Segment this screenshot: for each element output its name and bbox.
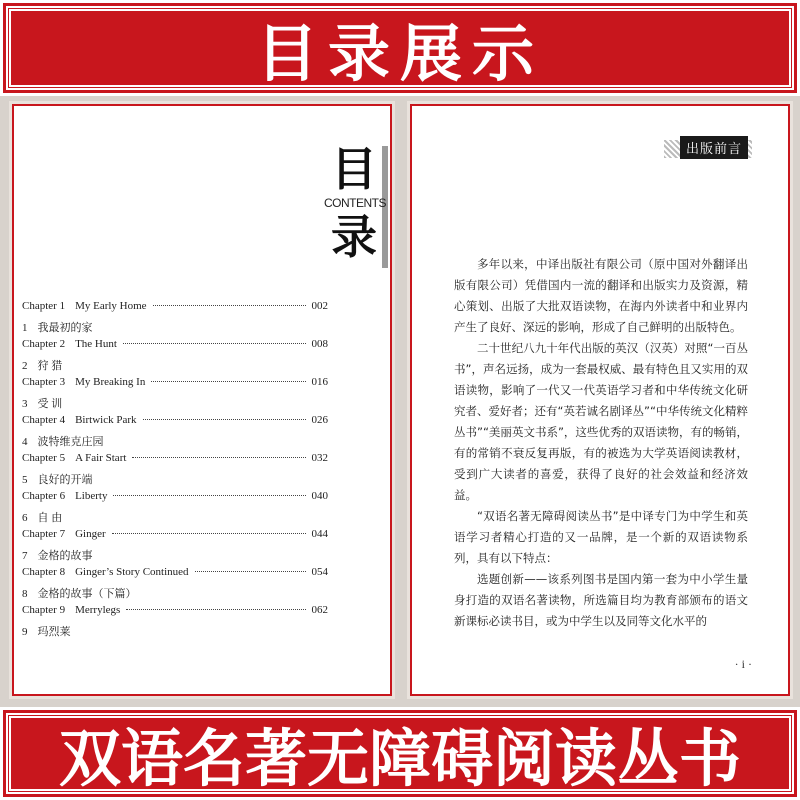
toc-chapter-label: Chapter 1 <box>22 300 66 312</box>
toc-entry[interactable] <box>22 490 328 509</box>
toc-chinese-number: 6 <box>22 512 28 524</box>
top-banner-frame <box>9 9 791 90</box>
toc-chapter-label: Chapter 5 <box>22 452 66 464</box>
toc-chapter-title: Liberty <box>75 490 108 502</box>
toc-page-number: 026 <box>311 414 328 426</box>
preface-paragraph: “双语名著无障碍阅读丛书”是中译专门为中学生和英语学习者精心打造的又一品牌，是一个新的双语读物系列，具有以下特点： <box>454 509 748 565</box>
toc-entry-chinese[interactable] <box>22 395 328 414</box>
toc-leader-dots <box>195 571 306 572</box>
toc-chapter-label: Chapter 7 <box>22 528 66 540</box>
top-banner <box>0 0 800 96</box>
toc-chinese-number: 9 <box>22 626 28 638</box>
toc-leader-dots <box>126 609 305 610</box>
toc-chinese-number: 2 <box>22 360 28 372</box>
toc-chinese-title: 受 训 <box>37 398 63 410</box>
toc-entry[interactable] <box>22 452 328 471</box>
toc-chinese-number: 4 <box>22 436 28 448</box>
toc-chinese-title: 玛烈莱 <box>37 626 71 638</box>
bottom-banner <box>0 707 800 800</box>
toc-leader-dots <box>113 495 305 496</box>
toc-page-number: 054 <box>311 566 328 578</box>
toc-entry-chinese[interactable] <box>22 585 328 604</box>
toc-entry-chinese[interactable] <box>22 433 328 452</box>
toc-chinese-number: 7 <box>22 550 28 562</box>
bottom-banner-title: 双语名著无障碍阅读丛书 <box>58 722 741 795</box>
preface-paragraph: 多年以来，中译出版社有限公司（原中国对外翻译出版有限公司）凭借国内一流的翻译和出版实力及资源，精心策划、出版了大批双语读物，在海内外读者中和业界内产生了良好、深远的影响，形成了自己鲜明的出版特色。 <box>454 257 748 334</box>
toc-entry-chinese[interactable] <box>22 319 328 338</box>
toc-chapter-title: Ginger <box>75 528 106 540</box>
toc-entry[interactable] <box>22 376 328 395</box>
toc-chinese-number: 3 <box>22 398 28 410</box>
toc-page-number: 002 <box>311 300 328 312</box>
contents-title-char-1: 目 <box>331 142 377 196</box>
toc-entry-chinese[interactable] <box>22 623 328 642</box>
toc-chapter-title: Birtwick Park <box>75 414 137 426</box>
contents-title-char-2: 录 <box>331 210 377 264</box>
toc-leader-dots <box>151 381 305 382</box>
toc-chinese-title: 狩 猎 <box>37 360 63 372</box>
preface-paragraph: 二十世纪八九十年代出版的英汉（汉英）对照“一百丛书”，声名远扬，成为一套最权威、最有特色且又实用的双语读物，影响了一代又一代英语学习者和中华传统文化研究者、爱好者；还有“英若诚名剧译丛”“中华传统文化精粹丛书”“美丽英文书系”，这些优秀的双语读物，有的畅销，有的常销不衰反复再版，有的被选为大学英语阅读教材，受到广大读者的喜爱，获得了良好的社会效益和经济效益。 <box>454 341 748 502</box>
toc-entry-chinese[interactable] <box>22 509 328 528</box>
toc-entry[interactable] <box>22 300 328 319</box>
toc-entry-chinese[interactable] <box>22 471 328 490</box>
toc-chapter-label: Chapter 8 <box>22 566 66 578</box>
toc-chinese-title: 我最初的家 <box>37 322 93 334</box>
toc-entry[interactable] <box>22 338 328 357</box>
toc-entry[interactable] <box>22 528 328 547</box>
toc-leader-dots <box>132 457 305 458</box>
toc-entry-chinese[interactable] <box>22 547 328 566</box>
toc-chapter-label: Chapter 6 <box>22 490 66 502</box>
toc-chinese-title: 金格的故事 <box>37 550 93 562</box>
toc-entry[interactable] <box>22 566 328 585</box>
contents-page <box>12 104 392 696</box>
toc-page-number: 016 <box>311 376 328 388</box>
contents-title-english: CONTENTS <box>324 196 386 210</box>
toc-leader-dots <box>112 533 306 534</box>
toc-page-number: 044 <box>311 528 328 540</box>
toc-chinese-title: 金格的故事（下篇） <box>37 588 137 600</box>
preface-page <box>410 104 790 696</box>
page-number: · i · <box>734 657 752 671</box>
toc-chinese-title: 波特维克庄园 <box>37 436 104 448</box>
contents-title <box>324 144 384 262</box>
toc-entry[interactable] <box>22 604 328 623</box>
toc-entry-chinese[interactable] <box>22 357 328 376</box>
toc-page-number: 032 <box>311 452 328 464</box>
preface-paragraph: 选题创新——该系列图书是国内第一套为中小学生量身打造的双语名著读物，所选篇目均为教育部颁布的语文新课标必读书目，或为中学生以及同等文化水平的 <box>454 572 748 628</box>
toc-chapter-title: A Fair Start <box>75 452 127 464</box>
toc-chapter-label: Chapter 2 <box>22 338 66 350</box>
top-banner-title: 目录展示 <box>255 16 544 90</box>
toc-leader-dots <box>123 343 306 344</box>
toc-chapter-title: The Hunt <box>75 338 117 350</box>
toc-chapter-label: Chapter 9 <box>22 604 66 616</box>
toc-chapter-title: Ginger’s Story Continued <box>75 566 189 578</box>
toc-leader-dots <box>153 305 306 306</box>
toc-chapter-title: My Early Home <box>75 300 147 312</box>
toc-chinese-number: 1 <box>22 322 28 334</box>
toc-page-number: 008 <box>311 338 328 350</box>
contents-list <box>22 300 328 642</box>
preface-body <box>454 254 748 632</box>
toc-chapter-title: My Breaking In <box>75 376 146 388</box>
toc-entry[interactable] <box>22 414 328 433</box>
toc-chinese-number: 8 <box>22 588 28 600</box>
toc-page-number: 062 <box>311 604 328 616</box>
toc-leader-dots <box>143 419 306 420</box>
toc-chapter-label: Chapter 3 <box>22 376 66 388</box>
preface-heading: 出版前言 <box>680 136 748 159</box>
toc-page-number: 040 <box>311 490 328 502</box>
toc-chapter-title: Merrylegs <box>75 604 121 616</box>
toc-chinese-number: 5 <box>22 474 28 486</box>
toc-chinese-title: 良好的开端 <box>37 474 93 486</box>
bottom-banner-frame <box>9 716 791 795</box>
toc-chapter-label: Chapter 4 <box>22 414 66 426</box>
toc-chinese-title: 自 由 <box>37 512 63 524</box>
